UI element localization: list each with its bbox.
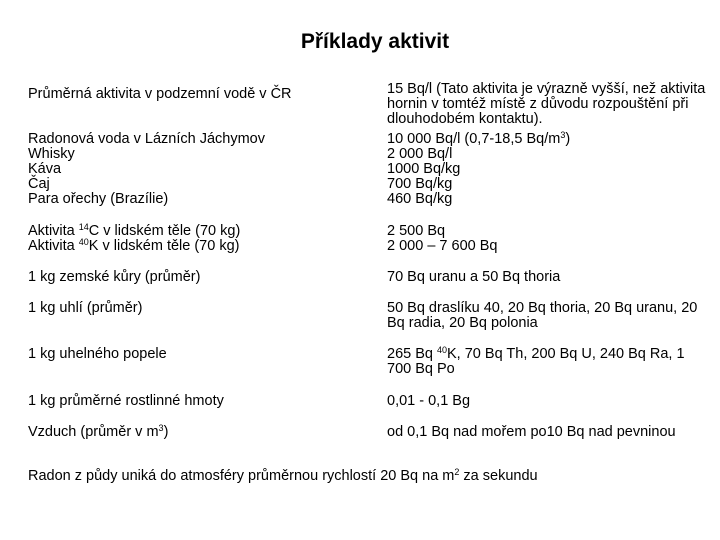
- label-plant-matter: 1 kg průměrné rostlinné hmoty: [28, 393, 224, 409]
- value-coffee: 1000 Bq/kg: [387, 161, 461, 177]
- value-coal: 50 Bq draslíku 40, 20 Bq thoria, 20 Bq uranu, 20 Bq radia, 20 Bq polonia: [387, 300, 698, 331]
- label-group-drinks: [28, 132, 265, 207]
- label-air: Vzduch (průměr v $m^3$): [28, 423, 169, 440]
- label-tea: Čaj: [28, 176, 50, 192]
- label-whisky: Whisky: [28, 146, 75, 162]
- value-groundwater: 15 Bq/l (Tato aktivita je výrazně vyšší, než aktivita hornin v tomtéž místě z důvodu rozpouštění při dlouhodobém kontaktu).: [387, 81, 706, 127]
- value-coal-ash: 265 Bq $^{40}$K, 70 Bq Th, 200 Bq U, 240 Bq Ra, 1 700 Bq Po: [387, 345, 685, 377]
- label-groundwater: Průměrná aktivita v podzemní vodě v ČR: [28, 86, 292, 102]
- label-group-body: [28, 224, 240, 254]
- value-air: od 0,1 Bq nad mořem po10 Bq nad pevninou: [387, 424, 676, 440]
- label-coffee: Káva: [28, 161, 62, 177]
- value-k40-body: 2 000 – 7 600 Bq: [387, 238, 498, 254]
- value-group-drinks: [387, 132, 570, 207]
- label-earth-crust: 1 kg zemské kůry (průměr): [28, 269, 201, 285]
- value-earth-crust: 70 Bq uranu a 50 Bq thoria: [387, 269, 561, 285]
- value-plant-matter: 0,01 - 0,1 Bg: [387, 393, 471, 409]
- value-c14-body: 2 500 Bq: [387, 223, 446, 239]
- label-radon-water: Radonová voda v Lázních Jáchymov: [28, 131, 265, 147]
- label-brazil-nuts: Para ořechy (Brazílie): [28, 191, 169, 207]
- footer-note: Radon z půdy uniká do atmosféry průměrnou rychlostí 20 Bq na $m^2$ za sekundu: [28, 467, 538, 484]
- page-title: Příklady aktivit: [300, 30, 450, 53]
- value-tea: 700 Bq/kg: [387, 176, 453, 192]
- label-coal-ash: 1 kg uhelného popele: [28, 346, 167, 362]
- value-radon-water: 10 000 Bq/l (0,7-18,5 $Bq/m^3$): [387, 130, 571, 147]
- label-k40-body: Aktivita $^{40}$K v lidském těle (70 kg): [28, 237, 240, 254]
- label-coal: 1 kg uhlí (průměr): [28, 300, 143, 316]
- value-group-body: [387, 224, 497, 254]
- value-whisky: 2 000 Bq/l: [387, 146, 453, 162]
- value-brazil-nuts: 460 Bq/kg: [387, 191, 453, 207]
- label-c14-body: Aktivita $^{14}$C v lidském těle (70 kg): [28, 222, 241, 239]
